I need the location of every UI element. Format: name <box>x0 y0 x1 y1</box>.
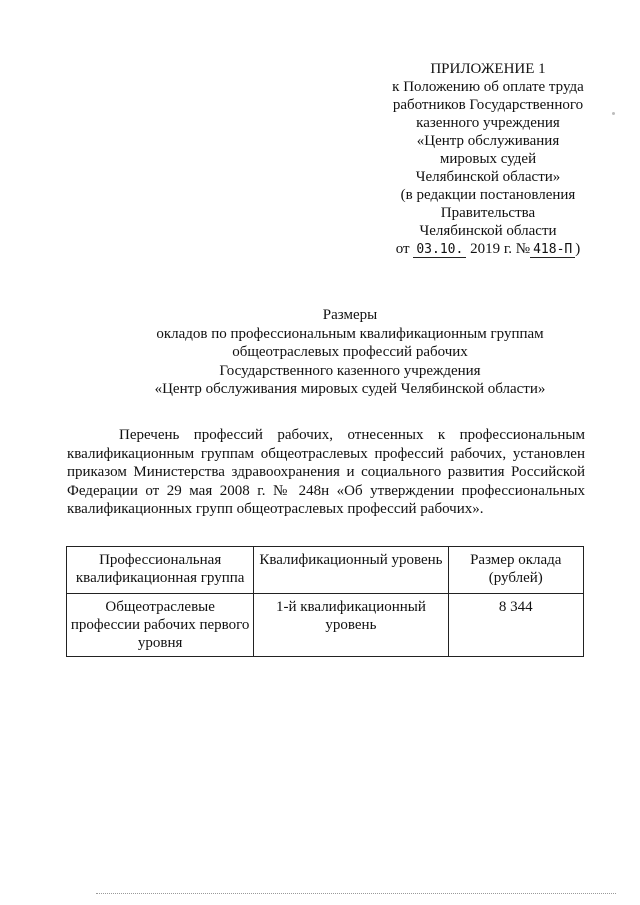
appendix-line: мировых судей <box>439 151 537 167</box>
header-qualification-level: Квалификационный уровень <box>254 547 448 594</box>
table-header-row <box>67 547 584 594</box>
appendix-line: казенного учреждения <box>416 115 560 131</box>
cell-qualification-group: Общеотраслевые профессии рабочих первого уровня <box>67 594 254 657</box>
header-salary-amount: Размер оклада (рублей) <box>448 547 583 594</box>
table-row <box>67 594 584 657</box>
appendix-line: работников Государственного <box>392 97 584 113</box>
title-line: общеотраслевых профессий рабочих <box>232 344 468 360</box>
appendix-line: «Центр обслуживания <box>416 133 560 149</box>
appendix-line: Челябинской области <box>419 223 557 239</box>
body-paragraph: Перечень профессий рабочих, отнесенных к профессиональным квалификационным группам общеотраслевых профессий рабочих, установлен приказом Министерства здравоохранения и социального развития Российской Федерации от 29 мая 2008 г. № 248н «Об утверждении профессиональных квалификационных групп общеотраслевых профессий рабочих». <box>67 427 585 517</box>
document-title <box>60 306 640 399</box>
appendix-block <box>378 60 598 259</box>
appendix-heading: ПРИЛОЖЕНИЕ 1 <box>430 61 546 77</box>
cell-salary-amount: 8 344 <box>448 594 583 657</box>
closing-parenthesis: ) <box>575 241 581 257</box>
title-line: окладов по профессиональным квалификационным группам <box>156 325 544 342</box>
document-number: 418-П <box>530 242 575 258</box>
salary-table <box>66 546 584 657</box>
appendix-line: Челябинской области» <box>415 169 561 185</box>
appendix-line: (в редакции постановления <box>400 187 576 203</box>
title-line: Государственного казенного учреждения <box>219 362 481 379</box>
appendix-date-line <box>378 240 598 259</box>
header-qualification-group: Профессиональная квалификационная группа <box>67 547 254 594</box>
appendix-line: Правительства <box>440 205 536 221</box>
scan-speck <box>612 112 615 115</box>
bottom-dotted-line <box>96 893 616 894</box>
cell-qualification-level: 1-й квалификационный уровень <box>254 594 448 657</box>
title-line: «Центр обслуживания мировых судей Челябинской области» <box>154 381 546 397</box>
date-prefix: от <box>395 241 410 257</box>
date-value: 03.10. <box>413 242 466 258</box>
appendix-line: к Положению об оплате труда <box>392 79 584 95</box>
title-line: Размеры <box>322 307 378 323</box>
date-suffix: 2019 г. № <box>470 241 531 257</box>
